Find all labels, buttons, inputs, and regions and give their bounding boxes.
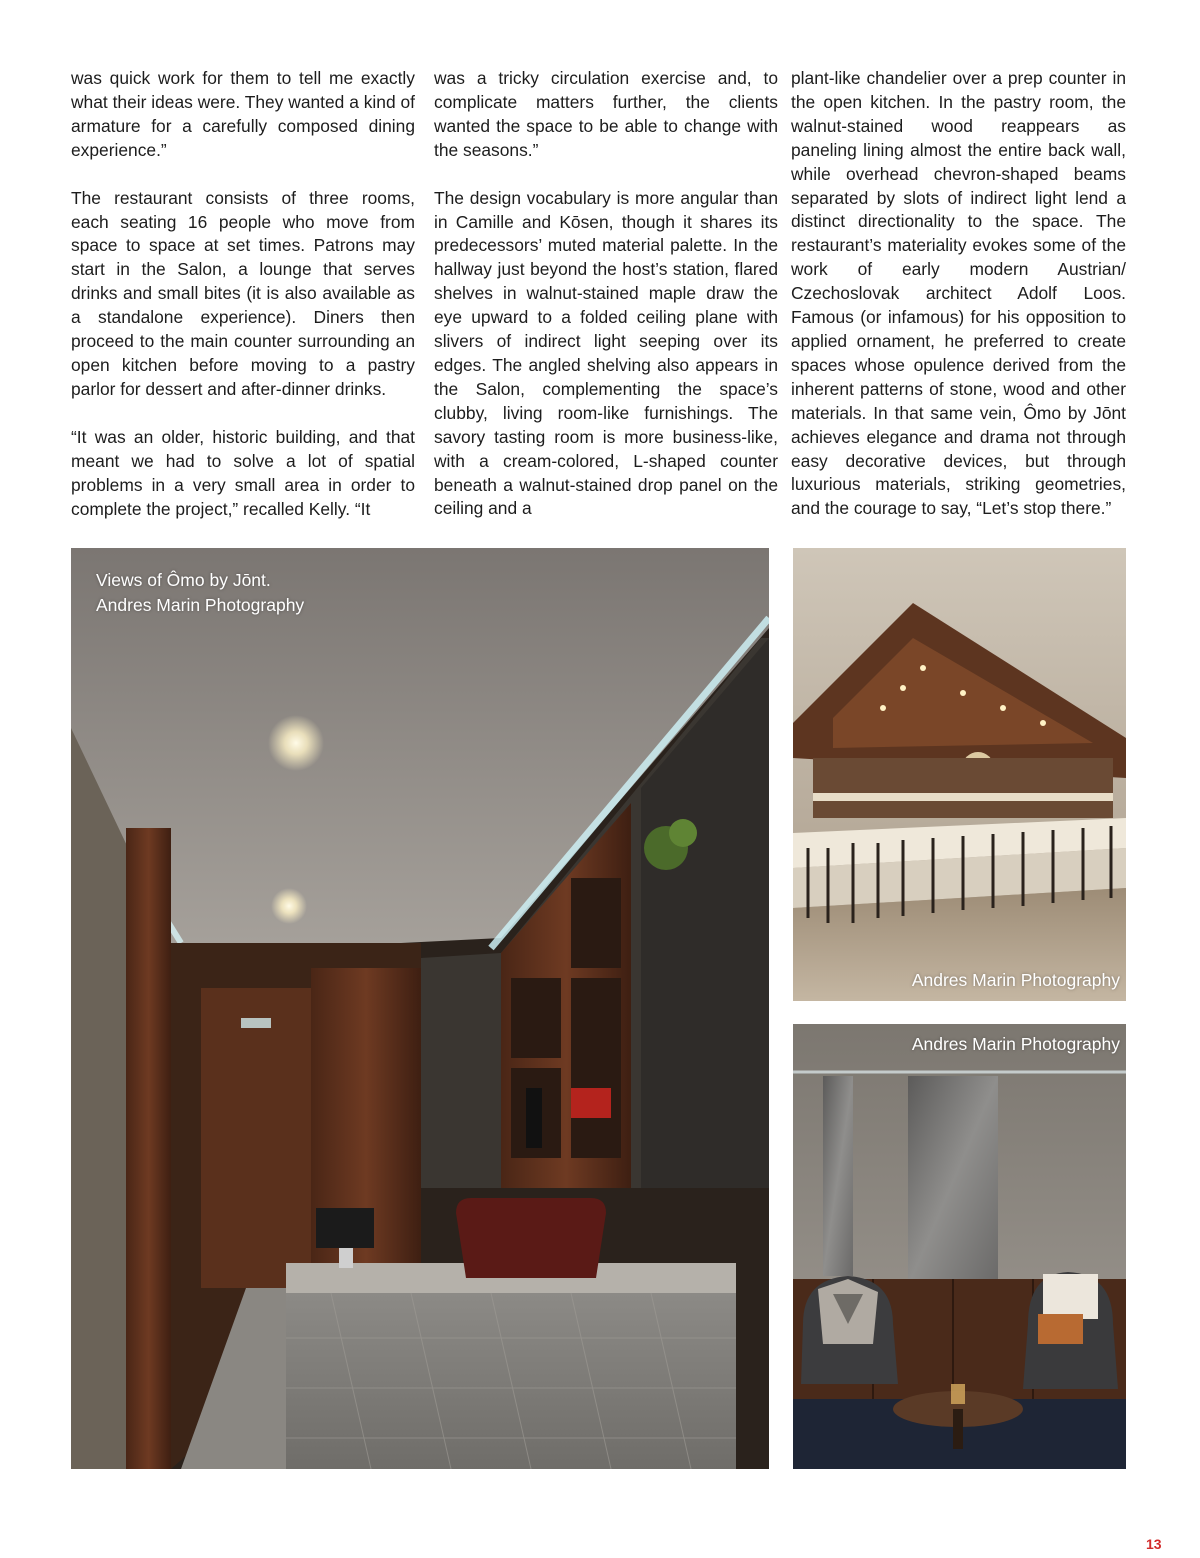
paragraph: The design vocabulary is more angular than in Camille and Kōsen, though it shares its predecessors’ muted material palette. In the hallway just beyond the host’s station, flared shelves in walnut-stained maple draw the eye upward to a folded ceiling plane with slivers of indirect light seeping over its edges. The angled shelving also appears in the Salon, complementing the space’s clubby, living room-like furnishings. The savory tasting room is more business-like, with a cream-colored, L-shaped counter beneath a walnut-stained drop panel on the ceiling and a bbox=[434, 187, 778, 519]
paragraph: was a tricky circulation exercise and, to complicate matters further, the clients wanted the space to be able to change with the seasons.” bbox=[434, 68, 778, 160]
photo-credit: Andres Marin Photography bbox=[911, 1034, 1120, 1054]
paragraph: The restaurant consists of three rooms, each seating 16 people who move from space to space at set times. Patrons may start in the Salon, a lounge that serves drinks and small bites (it is also available as a standalone experience). Diners then proceed to the main counter surrounding an open kitchen before moving to a pastry parlor for dessert and after-dinner drinks. bbox=[71, 187, 415, 399]
text-column-3 bbox=[791, 67, 1126, 545]
paragraph: was quick work for them to tell me exactly what their ideas were. They wanted a kind of armature for a carefully composed dining experience.” bbox=[71, 68, 415, 160]
photo-credit: Andres Marin Photography bbox=[911, 970, 1120, 990]
page-number: 13 bbox=[1146, 1536, 1162, 1552]
photo-salon bbox=[793, 1024, 1126, 1469]
kitchen-counter-illustration bbox=[793, 548, 1126, 1001]
photo-caption bbox=[96, 568, 304, 618]
caption-credit: Andres Marin Photography bbox=[96, 595, 305, 615]
paragraph: plant-like chandelier over a prep counter in the open kitchen. In the pastry room, the walnut-stained wood reappears as paneling lining almost the entire back wall, while overhead chevron-shaped beams separated by slots of indirect light lend a distinct directionality to the space. The restaurant’s materiality evokes some of the work of early modern Austrian/ Czechoslovak architect Adolf Loos. Famous (or infamous) for his opposition to applied ornament, he preferred to create spaces whose opulence derived from the inherent patterns of stone, wood and other materials. In that same vein, Ômo by Jōnt achieves elegance and drama not through easy decorative devices, but through luxurious materials, striking geometries, and the courage to say, “Let’s stop there.” bbox=[791, 68, 1126, 519]
text-column-1 bbox=[71, 67, 415, 545]
text-column-2 bbox=[434, 67, 778, 545]
photo-kitchen-counter bbox=[793, 548, 1126, 1001]
photo-host-station bbox=[71, 548, 769, 1469]
paragraph: “It was an older, historic building, and that meant we had to solve a lot of spatial problems in a very small area in order to complete the project,” recalled Kelly. “It bbox=[71, 426, 415, 519]
salon-illustration bbox=[793, 1024, 1126, 1469]
caption-title: Views of Ômo by Jōnt. bbox=[96, 570, 271, 590]
host-station-illustration bbox=[71, 548, 769, 1469]
